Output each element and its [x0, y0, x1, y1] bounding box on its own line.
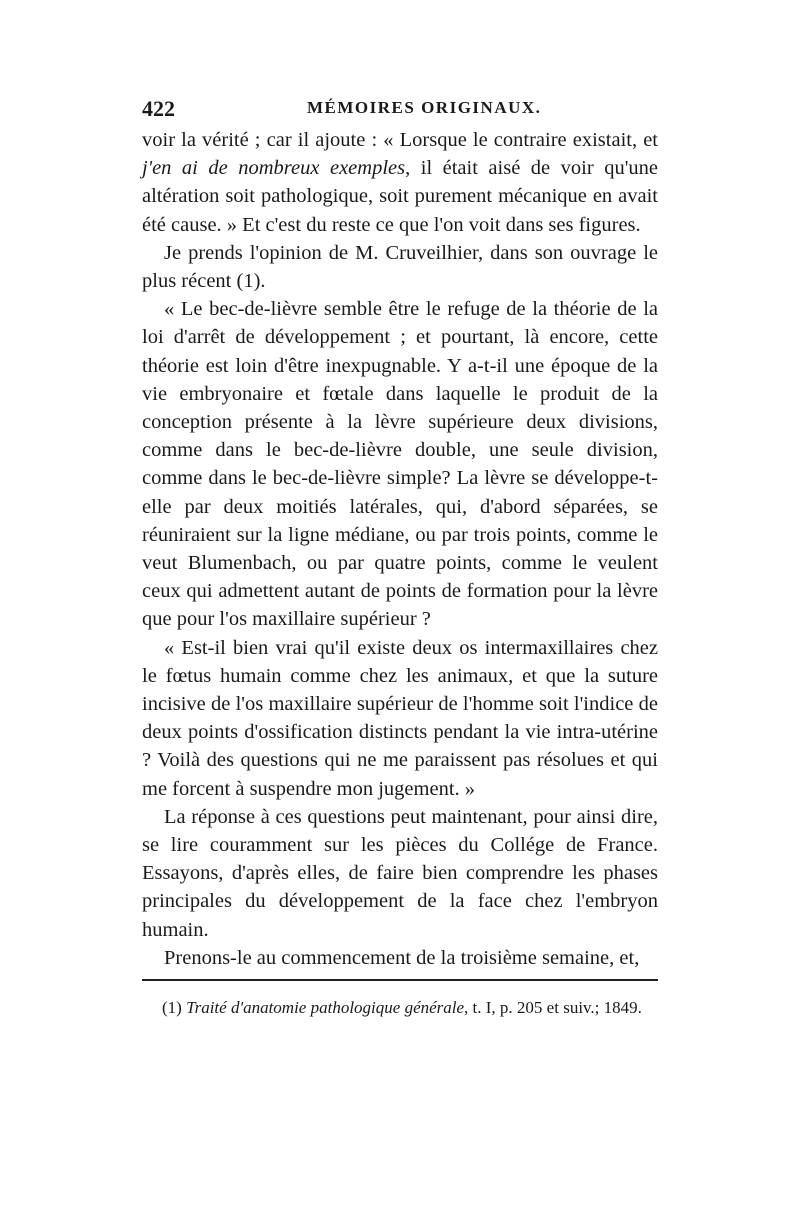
footnote-rule	[142, 979, 658, 981]
paragraph-1-italic: j'en ai de nombreux exemples	[142, 157, 406, 180]
paragraph-1	[142, 126, 658, 239]
paragraph-3: « Le bec-de-lièvre semble être le refuge de la théorie de la loi d'arrêt de développement ; et pourtant, là encore, cette théorie est loin d'être inexpugnable. Y a-t-il une époque de la vie embryonaire et fœtale dans laquelle le produit de la conception présente à la lèvre supérieure deux divisions, comme dans le bec-de-lièvre double, une seule division, comme dans le bec-de-lièvre simple? La lèvre se développe-t-elle par deux moitiés latérales, qui, d'abord séparées, se réuniraient sur la ligne médiane, ou par trois points, comme le veut Blumenbach, ou par quatre points, comme le veulent ceux qui admettent autant de points de formation pour la lèvre que pour l'os maxillaire supérieur ?	[142, 298, 658, 631]
footnote	[142, 995, 658, 1021]
running-title: MÉMOIRES ORIGINAUX.	[307, 98, 542, 117]
paragraph-5: La réponse à ces questions peut maintenant, pour ainsi dire, se lire couramment sur les pièces du Collége de France. Essayons, d'après elles, de faire bien comprendre les phases principales du développement de la face chez l'embryon humain.	[142, 805, 658, 941]
footnote-marker: (1)	[162, 998, 187, 1017]
paragraph-4: « Est-il bien vrai qu'il existe deux os intermaxillaires chez le fœtus humain comme chez les animaux, et que la suture incisive de l'os maxillaire supérieur de l'homme soit l'indice de deux points d'ossification distincts pendant la vie intra-utérine ? Voilà des questions qui ne me paraissent pas résolues et qui me forcent à suspendre mon jugement. »	[142, 636, 658, 800]
footnote-title: Traité d'anatomie pathologique générale	[186, 998, 465, 1017]
page-number: 422	[142, 96, 175, 121]
footnote-reference: , t. I, p. 205 et suiv.; 1849.	[464, 998, 642, 1017]
paragraph-1-text-b: , il était aisé de voir qu'une altération soit pathologique, soit purement mécanique en avait été cause. » Et c'est du reste ce que l'on voit dans ses figures.	[142, 157, 658, 236]
main-text	[142, 126, 658, 972]
page-header	[142, 96, 658, 126]
paragraph-6: Prenons-le au commencement de la troisième semaine, et,	[164, 946, 640, 969]
paragraph-1-text-a: voir la vérité ; car il ajoute : « Lorsque le contraire existait, et	[142, 129, 658, 151]
paragraph-2: Je prends l'opinion de M. Cruveilhier, dans son ouvrage le plus récent (1).	[142, 241, 658, 293]
